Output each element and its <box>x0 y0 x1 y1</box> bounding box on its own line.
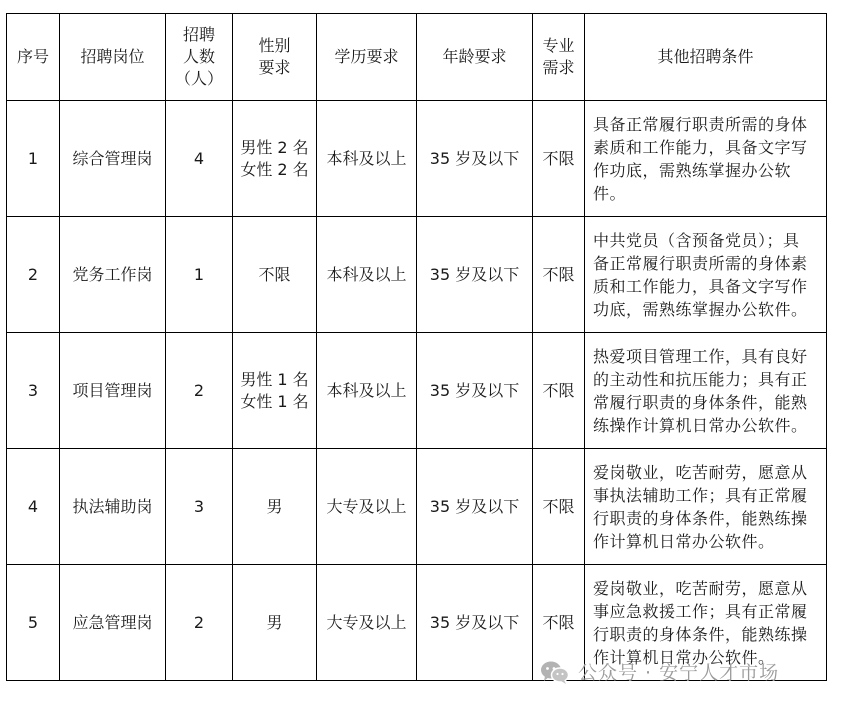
other-conditions-line: 素质和工作能力，具备文字写 <box>593 137 808 157</box>
column-header-line: 招聘岗位 <box>80 47 145 66</box>
gender-requirement <box>233 565 317 681</box>
column-header <box>317 14 417 101</box>
gender-requirement <box>233 449 317 565</box>
other-conditions-line: 作计算机日常办公软件。 <box>593 531 775 551</box>
major-requirement: 不限 <box>533 449 585 565</box>
recruitment-table <box>6 13 827 681</box>
watermark-text: 公众号 · 安宁人才市场 <box>578 662 780 684</box>
other-conditions-line: 常履行职责的身体条件，能熟 <box>593 392 808 412</box>
other-conditions-line: 爱岗敬业，吃苦耐劳，愿意从 <box>593 462 808 482</box>
column-header-line: 序号 <box>16 47 49 66</box>
row-number: 3 <box>7 333 60 449</box>
other-conditions-line: 作功底，需熟练掌握办公软件。 <box>593 160 792 203</box>
other-conditions <box>585 333 827 449</box>
other-conditions-line: 功底，需熟练掌握办公软件。 <box>593 299 808 319</box>
education-requirement: 本科及以上 <box>317 333 417 449</box>
other-conditions <box>585 449 827 565</box>
column-header <box>585 14 827 101</box>
education-requirement: 本科及以上 <box>317 101 417 217</box>
education-requirement: 大专及以上 <box>317 565 417 681</box>
other-conditions-line: 具备正常履行职责所需的身体 <box>593 114 808 134</box>
age-requirement: 35 岁及以下 <box>417 565 533 681</box>
table-row <box>7 101 827 217</box>
major-requirement: 不限 <box>533 217 585 333</box>
age-requirement: 35 岁及以下 <box>417 333 533 449</box>
column-header <box>7 14 60 101</box>
watermark <box>540 658 779 685</box>
other-conditions-line: 练操作计算机日常办公软件。 <box>593 415 808 435</box>
column-header-line: （人） <box>174 69 223 88</box>
column-header <box>417 14 533 101</box>
other-conditions-line: 作计算机日常办公软件。 <box>593 647 775 667</box>
hire-count: 4 <box>166 101 233 217</box>
row-number: 5 <box>7 565 60 681</box>
major-requirement: 不限 <box>533 101 585 217</box>
column-header-line: 学历要求 <box>334 47 399 66</box>
age-requirement: 35 岁及以下 <box>417 217 533 333</box>
column-header <box>60 14 166 101</box>
other-conditions-line: 的主动性和抗压能力；具有正 <box>593 369 808 389</box>
table-body <box>7 101 827 681</box>
position-name: 应急管理岗 <box>60 565 166 681</box>
header-row <box>7 14 827 101</box>
age-requirement: 35 岁及以下 <box>417 101 533 217</box>
education-requirement: 大专及以上 <box>317 449 417 565</box>
column-header <box>533 14 585 101</box>
other-conditions-line: 爱岗敬业，吃苦耐劳，愿意从 <box>593 578 808 598</box>
row-number: 4 <box>7 449 60 565</box>
age-requirement: 35 岁及以下 <box>417 449 533 565</box>
major-requirement: 不限 <box>533 333 585 449</box>
row-number: 2 <box>7 217 60 333</box>
other-conditions-line: 热爱项目管理工作，具有良好 <box>593 346 808 366</box>
column-header-line: 招聘 <box>182 25 215 44</box>
other-conditions <box>585 101 827 217</box>
hire-count: 2 <box>166 565 233 681</box>
column-header <box>166 14 233 101</box>
other-conditions <box>585 217 827 333</box>
gender-requirement <box>233 333 317 449</box>
gender-requirement-line: 不限 <box>258 264 291 284</box>
table-row <box>7 333 827 449</box>
position-name: 综合管理岗 <box>60 101 166 217</box>
table-row <box>7 217 827 333</box>
gender-requirement <box>233 217 317 333</box>
hire-count: 1 <box>166 217 233 333</box>
hire-count: 2 <box>166 333 233 449</box>
column-header-line: 人数 <box>182 47 215 66</box>
other-conditions-line: 质和工作能力，具备文字写作 <box>593 276 808 296</box>
position-name: 项目管理岗 <box>60 333 166 449</box>
gender-requirement-line: 男性 1 名 <box>240 369 309 389</box>
gender-requirement-line: 女性 2 名 <box>240 159 309 179</box>
other-conditions-line: 事执法辅助工作；具有正常履 <box>593 485 808 505</box>
gender-requirement-line: 男 <box>266 612 283 632</box>
gender-requirement-line: 男 <box>266 496 283 516</box>
hire-count: 3 <box>166 449 233 565</box>
gender-requirement-line: 女性 1 名 <box>240 391 309 411</box>
major-requirement: 不限 <box>533 565 585 681</box>
other-conditions-line: 备正常履行职责所需的身体素 <box>593 253 808 273</box>
column-header-line: 要求 <box>258 58 291 77</box>
column-header-line: 专业 <box>542 36 575 55</box>
position-name: 执法辅助岗 <box>60 449 166 565</box>
row-number: 1 <box>7 101 60 217</box>
column-header <box>233 14 317 101</box>
other-conditions-line: 中共党员（含预备党员）；具 <box>593 230 800 250</box>
column-header-line: 其他招聘条件 <box>657 47 754 66</box>
column-header-line: 需求 <box>542 58 575 77</box>
education-requirement: 本科及以上 <box>317 217 417 333</box>
gender-requirement <box>233 101 317 217</box>
position-name: 党务工作岗 <box>60 217 166 333</box>
other-conditions-line: 行职责的身体条件，能熟练操 <box>593 624 808 644</box>
other-conditions-line: 事应急救援工作；具有正常履 <box>593 601 808 621</box>
gender-requirement-line: 男性 2 名 <box>240 137 309 157</box>
other-conditions-line: 行职责的身体条件，能熟练操 <box>593 508 808 528</box>
column-header-line: 性别 <box>258 36 291 55</box>
table-row <box>7 449 827 565</box>
table-header <box>7 14 827 101</box>
column-header-line: 年龄要求 <box>442 47 507 66</box>
wechat-icon <box>540 660 570 684</box>
